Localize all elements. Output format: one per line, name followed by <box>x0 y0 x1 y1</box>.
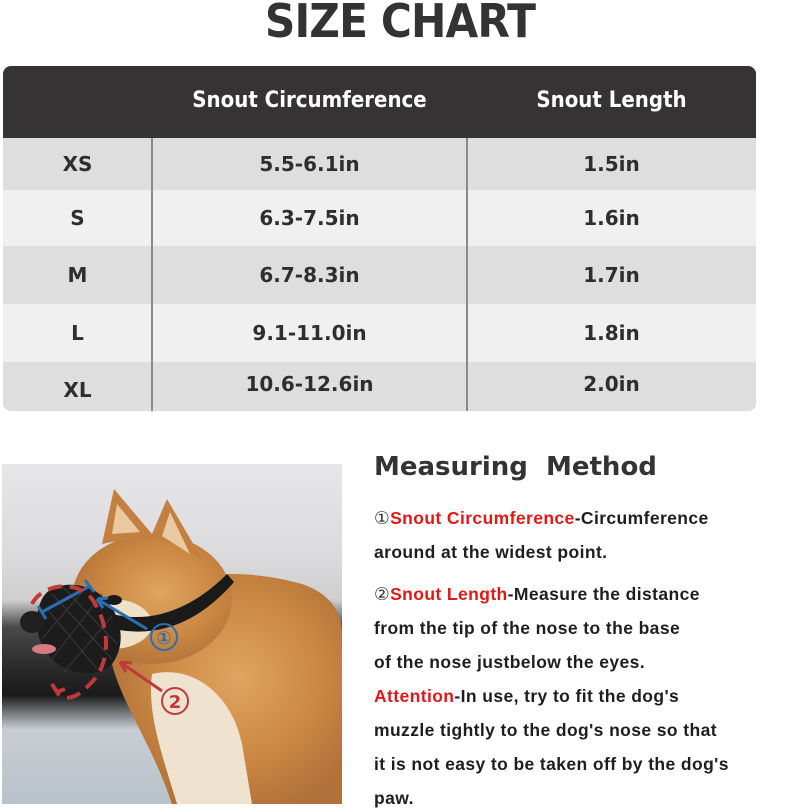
circumference-cell: 9.1-11.0in <box>252 321 367 345</box>
number-1-icon: ① <box>374 509 391 529</box>
dog-muzzle-photo <box>2 464 342 804</box>
attention-line1 <box>374 686 679 707</box>
number-2-icon: ② <box>374 585 391 605</box>
item2-line3: of the nose justbelow the eyes. <box>374 652 646 672</box>
length-cell: 1.8in <box>583 321 640 345</box>
marker-2-label: 2 <box>168 692 182 713</box>
measuring-method-title: Measuring Method <box>374 452 657 482</box>
attention-line3: it is not easy to be taken off by the dog's <box>374 754 729 774</box>
size-cell: M <box>67 263 88 287</box>
header-snout-length: Snout Length <box>536 88 687 113</box>
item2-line2: from the tip of the nose to the base <box>374 618 681 638</box>
size-cell: L <box>71 321 84 345</box>
length-cell: 2.0in <box>583 371 640 396</box>
length-cell: 1.7in <box>583 263 640 287</box>
table-header <box>3 66 756 138</box>
table-row <box>3 362 756 411</box>
item1-line2: around at the widest point. <box>374 542 608 562</box>
item1-line1 <box>374 508 709 529</box>
dog-illustration-icon <box>2 464 342 804</box>
attention-text: -In use, try to fit the dog's <box>454 686 680 706</box>
size-cell: S <box>70 206 85 230</box>
item1-text: -Circumference <box>574 508 709 528</box>
snout-length-label: Snout Length <box>390 584 508 604</box>
column-divider <box>466 138 468 411</box>
page-title: SIZE CHART <box>264 0 536 48</box>
marker-1-label: ① <box>156 628 172 649</box>
attention-line2: muzzle tightly to the dog's nose so that <box>374 720 717 740</box>
attention-label: Attention <box>374 686 455 706</box>
length-cell: 1.5in <box>583 152 640 176</box>
size-chart-table <box>3 66 756 411</box>
table-row <box>3 138 756 190</box>
table-row <box>3 304 756 362</box>
length-cell: 1.6in <box>583 206 640 230</box>
item2-text: -Measure the distance <box>507 584 700 604</box>
size-cell: XS <box>62 152 93 176</box>
circumference-cell: 6.3-7.5in <box>259 206 360 230</box>
column-divider <box>151 138 153 411</box>
table-row <box>3 190 756 246</box>
circumference-cell: 5.5-6.1in <box>259 152 360 176</box>
circumference-cell: 6.7-8.3in <box>259 263 360 287</box>
header-snout-circumference: Snout Circumference <box>192 88 427 113</box>
size-cell: XL <box>63 377 92 402</box>
item2-line1 <box>374 584 700 605</box>
snout-circumference-label: Snout Circumference <box>390 508 575 528</box>
attention-line4: paw. <box>374 788 414 808</box>
table-row <box>3 246 756 304</box>
circumference-cell: 10.6-12.6in <box>245 371 374 396</box>
